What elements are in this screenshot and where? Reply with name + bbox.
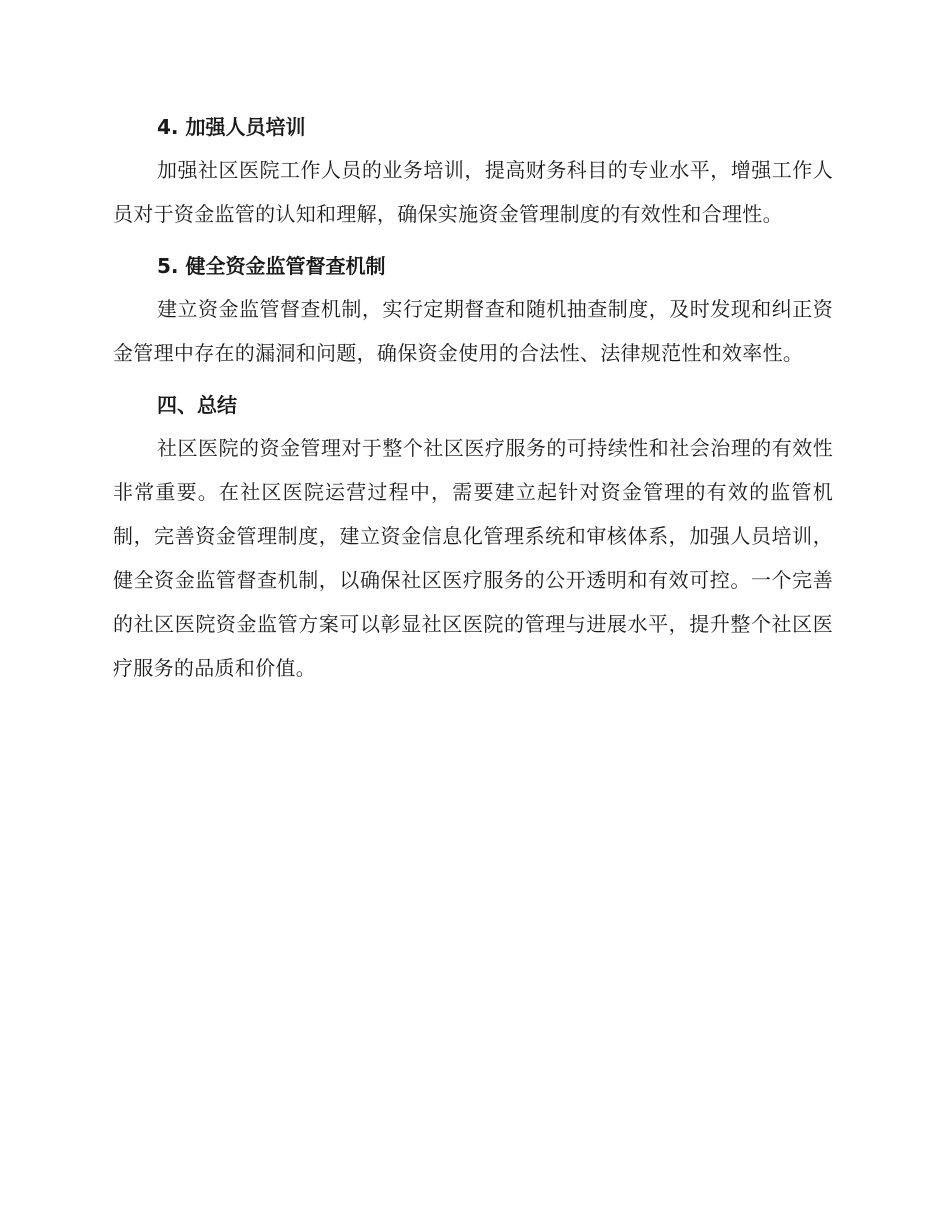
section-paragraph-staff-training: 加强社区医院工作人员的业务培训，提高财务科目的专业水平，增强工作人员对于资金监管的认知和理解，确保实施资金管理制度的有效性和合理性。: [113, 158, 833, 226]
section-paragraph-supervision-mechanism: 建立资金监管督查机制，实行定期督查和随机抽查制度，及时发现和纠正资金管理中存在的漏洞和问题，确保资金使用的合法性、法律规范性和效率性。: [113, 297, 833, 365]
section-heading-staff-training: 4. 加强人员培训: [157, 115, 306, 139]
section-heading-supervision-mechanism: 5. 健全资金监管督查机制: [157, 254, 386, 278]
section-paragraph-summary: 社区医院的资金管理对于整个社区医疗服务的可持续性和社会治理的有效性非常重要。在社区医院运营过程中，需要建立起针对资金管理的有效的监管机制，完善资金管理制度，建立资金信息化管理系统和审核体系，加强人员培训，健全资金监管督查机制，以确保社区医疗服务的公开透明和有效可控。一个完善的社区医院资金监管方案可以彰显社区医院的管理与进展水平，提升整个社区医疗服务的品质和价值。: [113, 436, 833, 680]
section-heading-summary: 四、总结: [157, 393, 237, 417]
document-body: [113, 106, 833, 699]
